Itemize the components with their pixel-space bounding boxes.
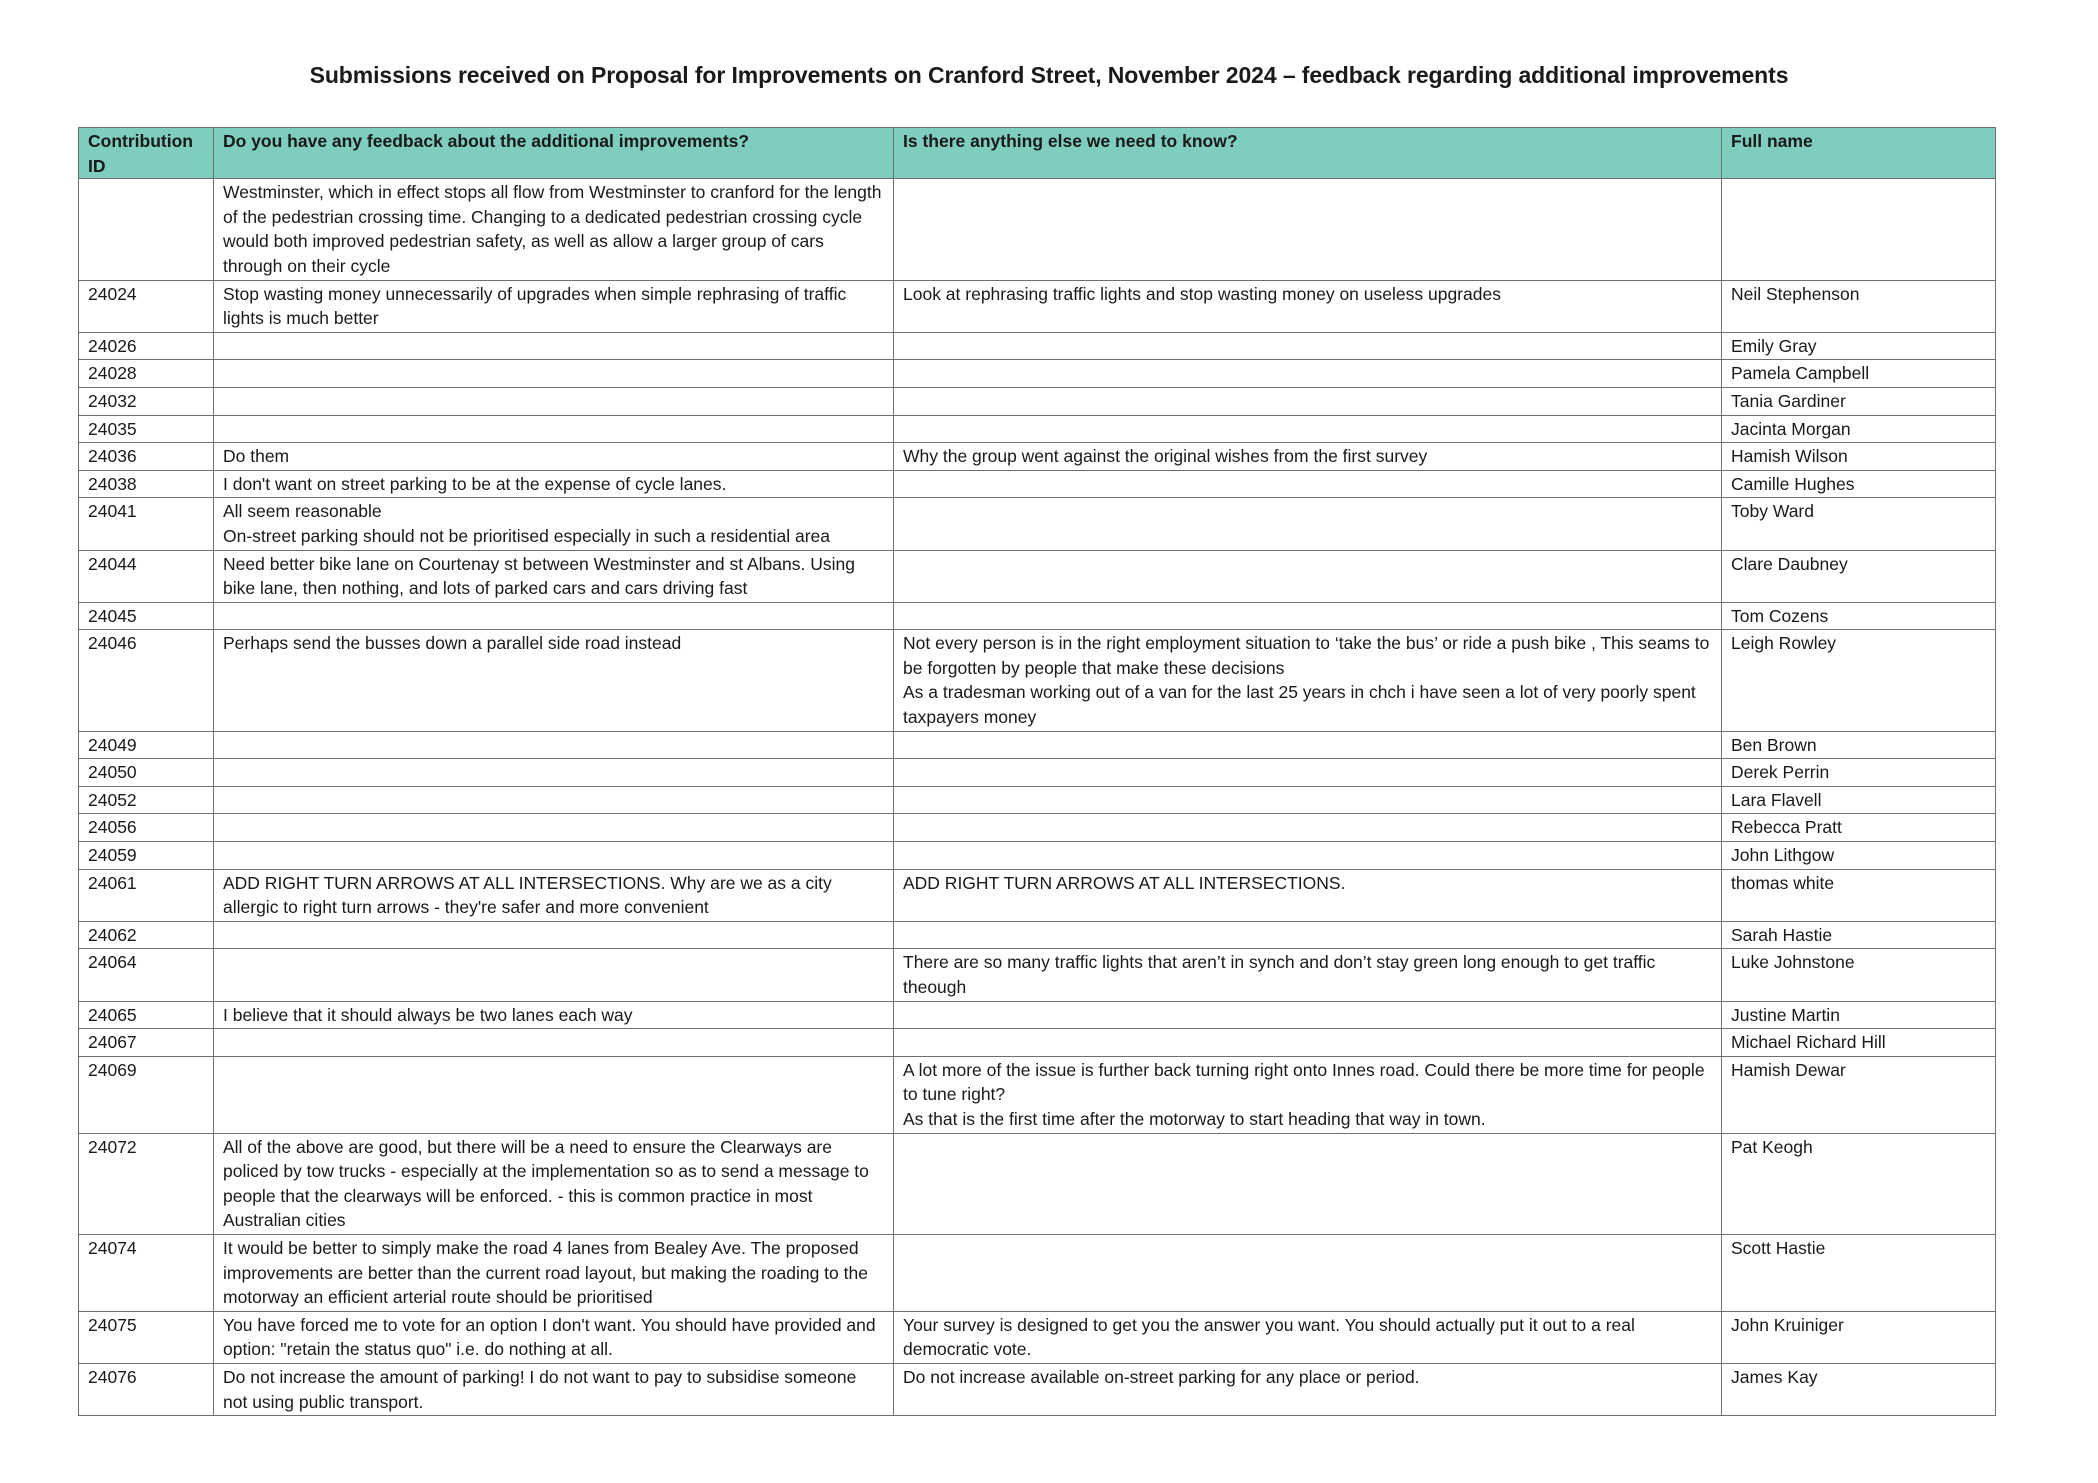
cell-full-name: Camille Hughes [1722, 470, 1996, 498]
table-row [79, 179, 1996, 280]
cell-anything-else [894, 602, 1722, 630]
table-row [79, 498, 1996, 550]
table-row [79, 415, 1996, 443]
cell-contribution-id: 24032 [79, 387, 214, 415]
table-row [79, 731, 1996, 759]
cell-anything-else [894, 1234, 1722, 1311]
cell-full-name: thomas white [1722, 869, 1996, 921]
cell-anything-else [894, 1029, 1722, 1057]
cell-anything-else [894, 498, 1722, 550]
cell-contribution-id: 24059 [79, 842, 214, 870]
table-row [79, 786, 1996, 814]
table-row [79, 550, 1996, 602]
cell-full-name: Pamela Campbell [1722, 360, 1996, 388]
cell-full-name: Lara Flavell [1722, 786, 1996, 814]
cell-feedback [214, 360, 894, 388]
cell-feedback [214, 415, 894, 443]
header-contribution-id: Contribution ID [79, 128, 214, 179]
cell-feedback [214, 1056, 894, 1133]
cell-full-name: Scott Hastie [1722, 1234, 1996, 1311]
cell-feedback [214, 759, 894, 787]
cell-anything-else [894, 1001, 1722, 1029]
cell-feedback: Need better bike lane on Courtenay st between Westminster and st Albans. Using bike lane, then nothing, and lots of parked cars and cars driving fast [214, 550, 894, 602]
cell-full-name: James Kay [1722, 1363, 1996, 1415]
cell-contribution-id: 24067 [79, 1029, 214, 1057]
cell-anything-else [894, 470, 1722, 498]
table-row [79, 949, 1996, 1001]
table-row [79, 332, 1996, 360]
cell-contribution-id: 24046 [79, 630, 214, 731]
table-row [79, 280, 1996, 332]
cell-feedback [214, 842, 894, 870]
table-row [79, 1001, 1996, 1029]
cell-contribution-id: 24049 [79, 731, 214, 759]
cell-full-name: Rebecca Pratt [1722, 814, 1996, 842]
cell-full-name: Luke Johnstone [1722, 949, 1996, 1001]
cell-anything-else: Do not increase available on-street parking for any place or period. [894, 1363, 1722, 1415]
cell-feedback [214, 921, 894, 949]
cell-feedback: I don't want on street parking to be at the expense of cycle lanes. [214, 470, 894, 498]
cell-contribution-id: 24045 [79, 602, 214, 630]
cell-contribution-id: 24075 [79, 1311, 214, 1363]
cell-contribution-id: 24062 [79, 921, 214, 949]
cell-full-name: Clare Daubney [1722, 550, 1996, 602]
page-title: Submissions received on Proposal for Improvements on Cranford Street, November 2024 – feedback regarding additional improvements [309, 62, 1789, 88]
cell-contribution-id: 24026 [79, 332, 214, 360]
cell-feedback [214, 949, 894, 1001]
cell-feedback [214, 786, 894, 814]
cell-anything-else [894, 759, 1722, 787]
cell-contribution-id [79, 179, 214, 280]
table-row [79, 759, 1996, 787]
table-row [79, 921, 1996, 949]
cell-contribution-id: 24044 [79, 550, 214, 602]
cell-anything-else [894, 786, 1722, 814]
cell-anything-else: Look at rephrasing traffic lights and stop wasting money on useless upgrades [894, 280, 1722, 332]
table-row [79, 387, 1996, 415]
cell-contribution-id: 24024 [79, 280, 214, 332]
cell-full-name: Michael Richard Hill [1722, 1029, 1996, 1057]
table-header-row [79, 128, 1996, 179]
table-row [79, 842, 1996, 870]
table-row [79, 630, 1996, 731]
cell-feedback: I believe that it should always be two lanes each way [214, 1001, 894, 1029]
cell-anything-else [894, 550, 1722, 602]
cell-full-name: John Lithgow [1722, 842, 1996, 870]
cell-full-name: Derek Perrin [1722, 759, 1996, 787]
table-row [79, 1311, 1996, 1363]
header-full-name: Full name [1722, 128, 1996, 179]
cell-feedback: You have forced me to vote for an option I don't want. You should have provided and option: "retain the status quo" i.e. do nothing at all. [214, 1311, 894, 1363]
cell-contribution-id: 24072 [79, 1133, 214, 1234]
header-anything-else: Is there anything else we need to know? [894, 128, 1722, 179]
table-row [79, 1363, 1996, 1415]
cell-feedback [214, 1029, 894, 1057]
cell-feedback: Stop wasting money unnecessarily of upgrades when simple rephrasing of traffic lights is much better [214, 280, 894, 332]
cell-contribution-id: 24038 [79, 470, 214, 498]
cell-anything-else [894, 842, 1722, 870]
cell-feedback [214, 387, 894, 415]
table-row [79, 470, 1996, 498]
cell-feedback: Westminster, which in effect stops all flow from Westminster to cranford for the length of the pedestrian crossing time. Changing to a dedicated pedestrian crossing cycle would both improved pedestrian safety, as well as allow a larger group of cars through on their cycle [214, 179, 894, 280]
table-row [79, 1056, 1996, 1133]
cell-feedback: It would be better to simply make the road 4 lanes from Bealey Ave. The proposed improvements are better than the current road layout, but making the roading to the motorway an efficient arterial route should be prioritised [214, 1234, 894, 1311]
cell-feedback [214, 602, 894, 630]
header-feedback: Do you have any feedback about the additional improvements? [214, 128, 894, 179]
cell-anything-else [894, 1133, 1722, 1234]
table-row [79, 360, 1996, 388]
table-row [79, 1234, 1996, 1311]
cell-full-name: Leigh Rowley [1722, 630, 1996, 731]
table-row [79, 1029, 1996, 1057]
cell-full-name: Ben Brown [1722, 731, 1996, 759]
cell-full-name [1722, 179, 1996, 280]
cell-full-name: John Kruiniger [1722, 1311, 1996, 1363]
cell-contribution-id: 24061 [79, 869, 214, 921]
cell-feedback: Do them [214, 443, 894, 471]
cell-contribution-id: 24074 [79, 1234, 214, 1311]
cell-feedback [214, 332, 894, 360]
cell-anything-else: ADD RIGHT TURN ARROWS AT ALL INTERSECTIONS. [894, 869, 1722, 921]
cell-anything-else: Your survey is designed to get you the answer you want. You should actually put it out to a real democratic vote. [894, 1311, 1722, 1363]
cell-anything-else [894, 731, 1722, 759]
table-row [79, 814, 1996, 842]
cell-contribution-id: 24076 [79, 1363, 214, 1415]
cell-anything-else: Not every person is in the right employment situation to ‘take the bus’ or ride a push bike , This seams to be forgotten by people that make these decisions As a tradesman working out of a van for the last 25 years in chch i have seen a lot of very poorly spent taxpayers money [894, 630, 1722, 731]
cell-anything-else: Why the group went against the original wishes from the first survey [894, 443, 1722, 471]
cell-full-name: Hamish Dewar [1722, 1056, 1996, 1133]
cell-full-name: Pat Keogh [1722, 1133, 1996, 1234]
cell-feedback: All seem reasonable On-street parking should not be prioritised especially in such a residential area [214, 498, 894, 550]
table-row [79, 1133, 1996, 1234]
table-row [79, 869, 1996, 921]
cell-anything-else: A lot more of the issue is further back turning right onto Innes road. Could there be more time for people to tune right? As that is the first time after the motorway to start heading that way in town. [894, 1056, 1722, 1133]
submissions-table [78, 127, 1996, 1416]
cell-anything-else [894, 360, 1722, 388]
cell-contribution-id: 24050 [79, 759, 214, 787]
cell-feedback: All of the above are good, but there will be a need to ensure the Clearways are policed by tow trucks - especially at the implementation so as to send a message to people that the clearways will be enforced. - this is common practice in most Australian cities [214, 1133, 894, 1234]
table-row [79, 602, 1996, 630]
cell-anything-else [894, 332, 1722, 360]
cell-feedback: ADD RIGHT TURN ARROWS AT ALL INTERSECTIONS. Why are we as a city allergic to right turn arrows - they're safer and more convenient [214, 869, 894, 921]
cell-feedback: Perhaps send the busses down a parallel side road instead [214, 630, 894, 731]
cell-full-name: Justine Martin [1722, 1001, 1996, 1029]
cell-anything-else [894, 387, 1722, 415]
cell-full-name: Sarah Hastie [1722, 921, 1996, 949]
cell-contribution-id: 24064 [79, 949, 214, 1001]
cell-full-name: Tania Gardiner [1722, 387, 1996, 415]
cell-feedback: Do not increase the amount of parking! I do not want to pay to subsidise someone not using public transport. [214, 1363, 894, 1415]
cell-feedback [214, 731, 894, 759]
cell-full-name: Tom Cozens [1722, 602, 1996, 630]
cell-contribution-id: 24052 [79, 786, 214, 814]
cell-full-name: Neil Stephenson [1722, 280, 1996, 332]
cell-contribution-id: 24069 [79, 1056, 214, 1133]
table-body [79, 179, 1996, 1416]
table-row [79, 443, 1996, 471]
cell-contribution-id: 24036 [79, 443, 214, 471]
cell-contribution-id: 24041 [79, 498, 214, 550]
cell-contribution-id: 24065 [79, 1001, 214, 1029]
cell-anything-else: There are so many traffic lights that aren’t in synch and don’t stay green long enough to get traffic theough [894, 949, 1722, 1001]
cell-feedback [214, 814, 894, 842]
cell-anything-else [894, 921, 1722, 949]
cell-full-name: Jacinta Morgan [1722, 415, 1996, 443]
cell-full-name: Toby Ward [1722, 498, 1996, 550]
cell-anything-else [894, 179, 1722, 280]
cell-full-name: Emily Gray [1722, 332, 1996, 360]
cell-contribution-id: 24035 [79, 415, 214, 443]
cell-anything-else [894, 814, 1722, 842]
cell-contribution-id: 24028 [79, 360, 214, 388]
cell-full-name: Hamish Wilson [1722, 443, 1996, 471]
cell-contribution-id: 24056 [79, 814, 214, 842]
cell-anything-else [894, 415, 1722, 443]
